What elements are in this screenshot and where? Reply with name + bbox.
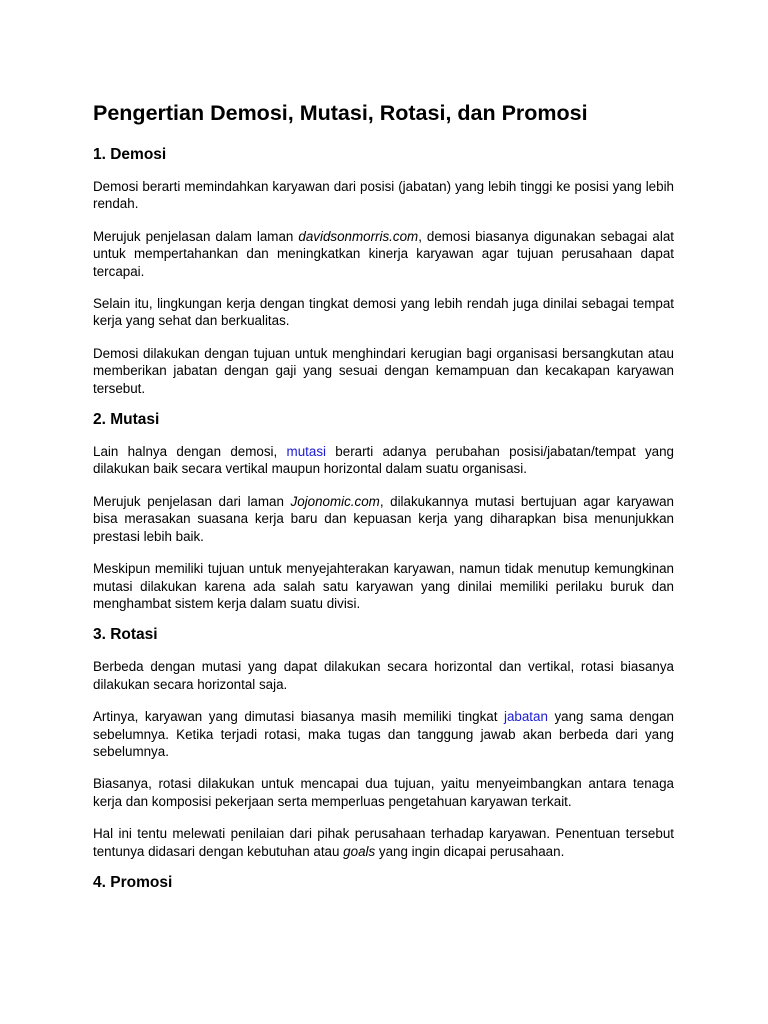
- source-site-name: davidsonmorris.com: [298, 228, 419, 244]
- section-heading-rotasi: 3. Rotasi: [93, 626, 158, 644]
- paragraph-text: Merujuk penjelasan dari laman: [93, 493, 291, 509]
- paragraph-text: Lain halnya dengan demosi,: [93, 444, 287, 460]
- paragraph: [93, 825, 674, 860]
- paragraph-text: Hal ini tentu melewati penilaian dari pihak perusahaan terhadap karyawan. Penentuan tersebut tentunya didasari dengan kebutuhan atau: [93, 826, 674, 859]
- paragraph: Demosi dilakukan dengan tujuan untuk menghindari kerugian bagi organisasi bersangkutan atau memberikan jabatan dengan gaji yang sesuai dengan kemampuan dan kecakapan karyawan tersebut.: [93, 345, 674, 396]
- paragraph: Berbeda dengan mutasi yang dapat dilakukan secara horizontal dan vertikal, rotasi biasanya dilakukan secara horizontal saja.: [93, 659, 674, 692]
- paragraph: Biasanya, rotasi dilakukan untuk mencapai dua tujuan, yaitu menyeimbangkan antara tenaga kerja dan komposisi pekerjaan serta memperluas pengetahuan karyawan terkait.: [93, 776, 674, 809]
- section-heading-demosi: 1. Demosi: [93, 146, 167, 163]
- paragraph: Demosi berarti memindahkan karyawan dari posisi (jabatan) yang lebih tinggi ke posisi yang lebih rendah.: [93, 179, 674, 212]
- goals-term: goals: [343, 843, 376, 859]
- paragraph-text: , demosi biasanya digunakan sebagai alat untuk mempertahankan dan meningkatkan kinerja karyawan agar tujuan perusahaan dapat tercapai.: [93, 228, 674, 279]
- paragraph-text: berarti adanya perubahan posisi/jabatan/tempat yang dilakukan baik secara vertikal maupun horizontal dalam suatu organisasi.: [93, 444, 674, 477]
- paragraph-text: , dilakukannya mutasi bertujuan agar karyawan bisa merasakan suasana kerja baru dan kepuasan kerja yang diharapkan bisa menunjukkan prestasi lebih baik.: [93, 493, 674, 544]
- mutasi-link[interactable]: mutasi: [286, 444, 326, 460]
- jabatan-link[interactable]: jabatan: [503, 709, 548, 725]
- paragraph: Meskipun memiliki tujuan untuk menyejahterakan karyawan, namun tidak menutup kemungkinan mutasi dilakukan karena ada salah satu karyawan yang dinilai memiliki perilaku buruk dan menghambat sistem kerja dalam suatu divisi.: [93, 561, 674, 611]
- source-site-name: Jojonomic.com: [290, 493, 380, 509]
- paragraph: [93, 228, 674, 280]
- section-heading-promosi: 4. Promosi: [93, 873, 173, 891]
- paragraph: [93, 708, 674, 760]
- paragraph: [93, 493, 674, 545]
- paragraph-text: Merujuk penjelasan dalam laman: [93, 228, 299, 244]
- paragraph-text: yang sama dengan sebelumnya. Ketika terjadi rotasi, maka tugas dan tanggung jawab akan berbeda dari yang sebelumnya.: [93, 709, 674, 759]
- paragraph: Selain itu, lingkungan kerja dengan tingkat demosi yang lebih rendah juga dinilai sebagai tempat kerja yang sehat dan berkualitas.: [93, 296, 674, 329]
- section-heading-mutasi: 2. Mutasi: [93, 411, 160, 429]
- paragraph-text: Artinya, karyawan yang dimutasi biasanya masih memiliki tingkat: [93, 709, 504, 725]
- paragraph: [93, 443, 674, 478]
- paragraph-text: yang ingin dicapai perusahaan.: [375, 843, 565, 859]
- page-title: Pengertian Demosi, Mutasi, Rotasi, dan Promosi: [93, 101, 588, 125]
